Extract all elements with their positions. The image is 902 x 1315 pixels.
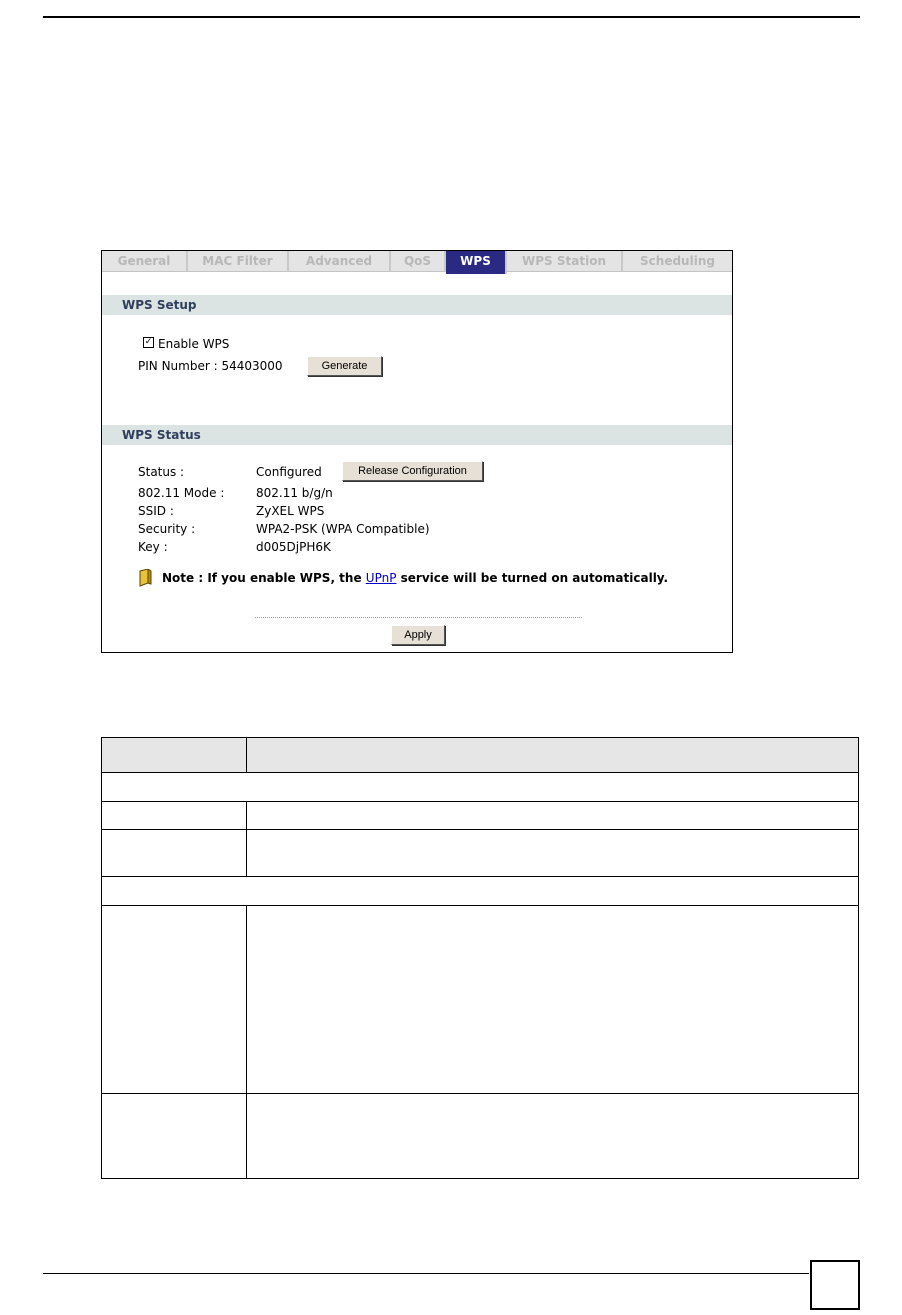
tab-advanced[interactable]: Advanced — [289, 251, 391, 272]
table-row — [102, 830, 859, 877]
note-text — [162, 571, 668, 585]
table-header-cell — [247, 738, 859, 773]
tab-qos[interactable]: QoS — [391, 251, 446, 272]
table-header-cell — [102, 738, 247, 773]
footer-rule — [43, 1273, 809, 1274]
table-cell — [102, 802, 247, 830]
table-header-row — [102, 738, 859, 773]
upnp-link[interactable]: UPnP — [365, 571, 397, 585]
table-cell — [247, 802, 859, 830]
enable-wps-checkbox[interactable]: ✓ — [144, 337, 153, 347]
tab-mac-filter[interactable]: MAC Filter — [188, 251, 289, 272]
tab-scheduling[interactable]: Scheduling — [623, 251, 732, 272]
note-prefix: Note : If you enable WPS, the — [162, 571, 366, 585]
status-value: Configured — [256, 465, 322, 479]
wps-screenshot — [101, 250, 733, 653]
table-row — [102, 773, 859, 802]
table-cell — [247, 906, 859, 1094]
table-row — [102, 877, 859, 906]
release-configuration-button[interactable]: Release Configuration — [342, 461, 483, 481]
table-cell — [247, 1094, 859, 1179]
table-cell — [102, 830, 247, 877]
description-table — [101, 737, 859, 1179]
divider — [255, 617, 582, 618]
pin-number-label: PIN Number : 54403000 — [138, 359, 283, 373]
enable-wps-label: Enable WPS — [158, 337, 230, 351]
apply-button[interactable]: Apply — [391, 625, 445, 645]
ssid-label: SSID : — [138, 504, 174, 518]
ssid-value: ZyXEL WPS — [256, 504, 325, 518]
tab-bar — [102, 251, 732, 274]
key-value: d005DjPH6K — [256, 540, 331, 554]
table-cell — [102, 773, 859, 802]
table-cell — [102, 1094, 247, 1179]
mode-label: 802.11 Mode : — [138, 486, 225, 500]
page-number-box — [810, 1260, 860, 1310]
generate-button[interactable]: Generate — [307, 356, 382, 376]
tab-wps[interactable]: WPS — [446, 251, 507, 274]
mode-value: 802.11 b/g/n — [256, 486, 333, 500]
header-rule — [43, 16, 860, 18]
tab-general[interactable]: General — [102, 251, 188, 272]
table-cell — [102, 906, 247, 1094]
note-icon — [137, 569, 153, 587]
security-label: Security : — [138, 522, 196, 536]
security-value: WPA2-PSK (WPA Compatible) — [256, 522, 430, 536]
tab-wps-station[interactable]: WPS Station — [507, 251, 623, 272]
note-suffix: service will be turned on automatically. — [396, 571, 669, 585]
table-cell — [102, 877, 859, 906]
table-cell — [247, 830, 859, 877]
status-label: Status : — [138, 465, 185, 479]
key-label: Key : — [138, 540, 168, 554]
table-row — [102, 802, 859, 830]
table-row — [102, 906, 859, 1094]
wps-setup-header: WPS Setup — [102, 295, 732, 315]
table-row — [102, 1094, 859, 1179]
wps-status-header: WPS Status — [102, 425, 732, 445]
